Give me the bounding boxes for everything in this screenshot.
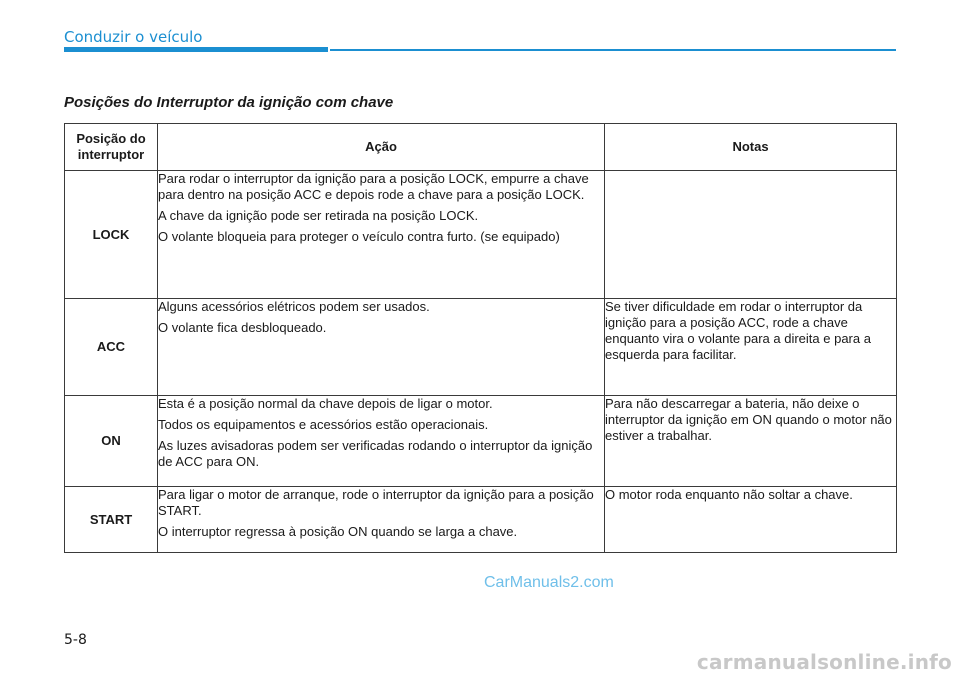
action-text: As luzes avisadoras podem ser verificadas rodando o interruptor da ignição de ACC para ON.: [158, 438, 593, 469]
action-text: O interruptor regressa à posição ON quando se larga a chave.: [158, 524, 518, 539]
page-number: 5-8: [64, 632, 87, 648]
action-text: Esta é a posição normal da chave depois de ligar o motor.: [158, 396, 493, 411]
action-text: Alguns acessórios elétricos podem ser usados.: [158, 299, 430, 314]
position-cell: ACC: [65, 299, 158, 396]
table-row-acc: [65, 299, 897, 396]
footer-watermark: carmanualsonline.info: [696, 650, 952, 674]
ignition-positions-table: [64, 123, 897, 553]
notes-cell: [605, 171, 897, 299]
action-text: O volante fica desbloqueado.: [158, 320, 327, 335]
column-header-notes: Notas: [605, 124, 897, 171]
action-text: A chave da ignição pode ser retirada na posição LOCK.: [158, 208, 479, 223]
column-header-action: Ação: [158, 124, 605, 171]
notes-text: Se tiver dificuldade em rodar o interruptor da ignição para a posição ACC, rode a chave enquanto vira o volante para a direita e para a esquerda para facilitar.: [605, 299, 871, 362]
action-text: O volante bloqueia para proteger o veículo contra furto. (se equipado): [158, 229, 560, 244]
table-row-on: [65, 396, 897, 487]
chapter-title: Conduzir o veículo: [64, 28, 203, 46]
notes-cell: [605, 487, 897, 553]
column-header-position: Posição do interruptor: [65, 124, 158, 171]
table-row-lock: [65, 171, 897, 299]
position-cell: ON: [65, 396, 158, 487]
chapter-rule-thin: [330, 49, 896, 51]
table-row-start: [65, 487, 897, 553]
notes-text: O motor roda enquanto não soltar a chave.: [605, 487, 853, 502]
notes-cell: [605, 396, 897, 487]
action-text: Todos os equipamentos e acessórios estão operacionais.: [158, 417, 489, 432]
action-cell: [158, 171, 605, 299]
action-text: Para rodar o interruptor da ignição para a posição LOCK, empurre a chave para dentro na posição ACC e depois rode a chave para a posição LOCK.: [158, 171, 589, 202]
section-title: Posições do Interruptor da ignição com chave: [64, 94, 394, 111]
notes-text: Para não descarregar a bateria, não deixe o interruptor da ignição em ON quando o motor não estiver a trabalhar.: [605, 396, 892, 443]
notes-cell: [605, 299, 897, 396]
action-cell: [158, 487, 605, 553]
carmanuals-watermark: CarManuals2.com: [484, 574, 614, 591]
position-cell: START: [65, 487, 158, 553]
position-cell: LOCK: [65, 171, 158, 299]
action-cell: [158, 396, 605, 487]
table-header-row: [65, 124, 897, 171]
chapter-rule-thick: [64, 47, 328, 52]
action-cell: [158, 299, 605, 396]
action-text: Para ligar o motor de arranque, rode o interruptor da ignição para a posição START.: [158, 487, 594, 518]
